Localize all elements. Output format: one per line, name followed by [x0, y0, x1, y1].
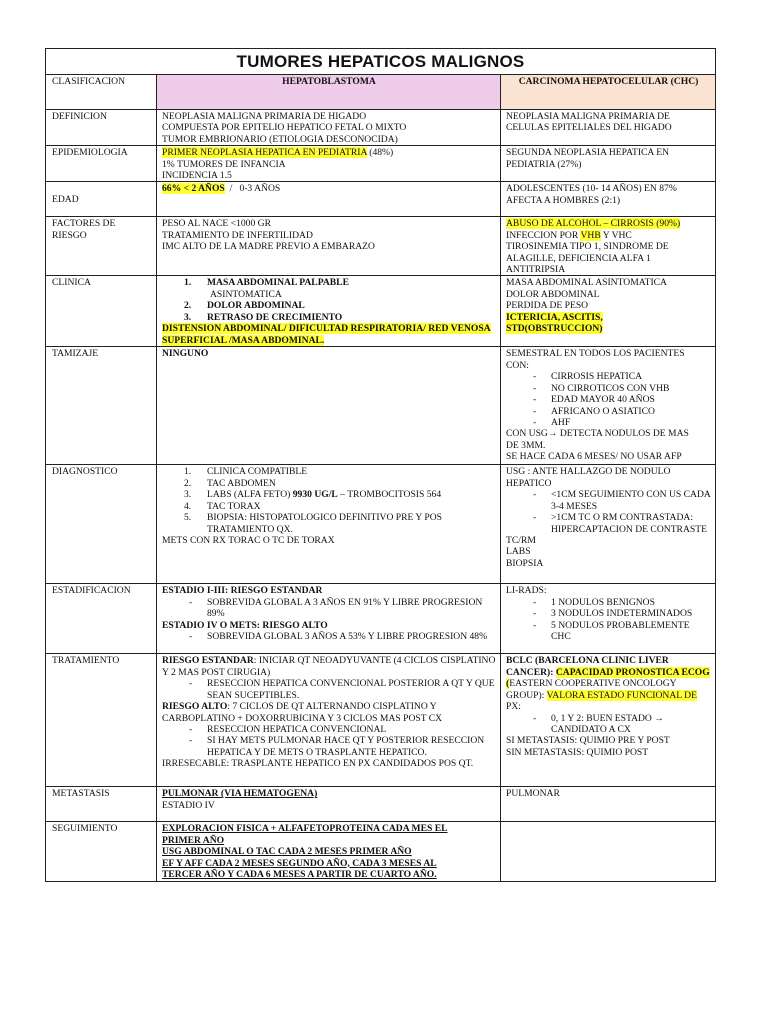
list-text: LABS (ALFA FETO)	[207, 489, 293, 501]
text-line: CON:	[506, 359, 529, 371]
highlight-text: ICTERICIA, ASCITIS,	[506, 311, 603, 323]
text-span: : INICIAR QT NEOADYUVANTE (4 CICLOS CISPLATINO Y 2 MAS POST CIRUGIA)	[162, 655, 496, 678]
list-item: - RESECCION HEPATICA CONVENCIONAL	[162, 724, 496, 735]
list-number: 3.	[184, 489, 192, 501]
hb-tratamiento	[157, 654, 501, 787]
list-item: - 0, 1 Y 2: BUEN ESTADO → CANDIDATO A CX	[506, 713, 711, 736]
text-line: ESTADIO IV	[162, 799, 215, 811]
text-line: TC/RM	[506, 534, 536, 546]
header-clasificacion: CLASIFICACION	[46, 75, 157, 110]
text-line: DOLOR ABDOMINAL	[506, 288, 600, 300]
dash-list	[506, 597, 711, 643]
text-line: HEPATICO	[506, 477, 552, 489]
text-line: PESO AL NACE <1000 GR	[162, 218, 271, 230]
list-item	[162, 312, 496, 323]
label-clinica: CLINICA	[46, 276, 157, 347]
label-diagnostico: DIAGNOSTICO	[46, 465, 157, 584]
text-line: ESTADIO I-III: RIESGO ESTANDAR	[162, 585, 323, 597]
dash-list	[162, 678, 496, 701]
list-item	[162, 489, 496, 500]
text-line: ADOLESCENTES (10- 14 AÑOS) EN 87%	[506, 183, 677, 195]
text-line: SIN METASTASIS: QUIMIO POST	[506, 746, 649, 758]
list-text: BIOPSIA: HISTOPATOLOGICO DEFINITIVO PRE Y POS TRATAMIENTO QX.	[207, 512, 442, 535]
highlight-text: PRIMER NEOPLASIA HEPATICA EN PEDIATRIA	[162, 147, 367, 159]
list-item: - AFRICANO O ASIATICO	[506, 406, 711, 417]
dash-list	[506, 371, 711, 428]
list-item: - CIRROSIS HEPATICA	[506, 371, 711, 382]
chc-seguimiento	[501, 822, 716, 882]
text-line	[162, 655, 496, 678]
row-factores	[46, 217, 716, 276]
text-line: BIOPSIA	[506, 557, 544, 569]
text-line: NEOPLASIA MALIGNA PRIMARIA DE	[506, 111, 670, 122]
list-item: - 5 NODULOS PROBABLEMENTE CHC	[506, 620, 711, 643]
text-line: SE HACE CADA 6 MESES/ NO USAR AFP	[506, 451, 682, 463]
hb-estadificacion	[157, 584, 501, 654]
list-item	[162, 466, 496, 477]
text-line: EF Y AFF CADA 2 MESES SEGUNDO AÑO, CADA 3 MESES AL TERCER AÑO Y CADA 6 MESES A PARTIR DE CUARTO AÑO.	[162, 857, 437, 881]
list-item: - AHF	[506, 417, 711, 428]
highlight-text: 66% < 2 AÑOS	[162, 183, 225, 195]
highlight-text: STD(OBSTRUCCION)	[506, 323, 603, 335]
row-tratamiento	[46, 654, 716, 787]
dash-list	[162, 597, 496, 620]
text-span: EASTERN COOPERATIVE ONCOLOGY GROUP):	[506, 678, 677, 701]
list-item	[162, 478, 496, 489]
text-line: PULMONAR (VIA HEMATOGENA)	[162, 788, 318, 800]
row-clinica	[46, 276, 716, 347]
text-line: EXPLORACION FISICA + ALFAFETOPROTEINA CADA MES EL PRIMER AÑO	[162, 823, 448, 846]
row-metastasis	[46, 787, 716, 822]
text-line	[506, 230, 711, 241]
list-item	[162, 300, 496, 311]
text-line	[162, 701, 496, 724]
hb-seguimiento	[157, 822, 501, 882]
list-item	[162, 289, 496, 300]
header-chc: CARCINOMA HEPATOCELULAR (CHC)	[501, 75, 716, 110]
list-number: 2.	[184, 477, 192, 489]
list-text: RETRASO DE CRECIMIENTO	[207, 311, 343, 323]
hb-tamizaje: NINGUNO	[157, 347, 501, 465]
chc-estadificacion	[501, 584, 716, 654]
text-line: TUMOR EMBRIONARIO (ETIOLOGIA DESCONOCIDA)	[162, 133, 398, 145]
hb-metastasis	[157, 787, 501, 822]
text-line: CELULAS EPITELIALES DEL HIGADO	[506, 122, 672, 134]
document-sheet	[45, 48, 715, 882]
text-line: IRRESECABLE: TRASPLANTE HEPATICO EN PX CANDIDADOS POS QT.	[162, 758, 474, 770]
hb-epidemiologia	[157, 146, 501, 182]
text-line: ALAGILLE, DEFICIENCIA ALFA 1	[506, 252, 651, 264]
text-line: ANTITRIPSIA	[506, 264, 566, 276]
label-epidemiologia: EPIDEMIOLOGIA	[46, 146, 157, 182]
list-item: - RESECCION HEPATICA CONVENCIONAL POSTERIOR A QT Y QUE SEAN SUCEPTIBLES.	[162, 678, 496, 701]
list-text: – TROMBOCITOSIS 564	[337, 489, 442, 501]
text-line: 1% TUMORES DE INFANCIA	[162, 158, 286, 170]
dash-list	[162, 631, 496, 642]
list-text-bold: 9930 UG/L	[292, 489, 338, 501]
highlight-text: DISTENSION ABDOMINAL/ DIFICULTAD RESPIRATORIA/ RED VENOSA SUPERFICIAL /MASA ABDOMINAL.	[162, 323, 491, 346]
text-line: TIROSINEMIA TIPO 1, SINDROME DE	[506, 241, 669, 253]
text-line: NEOPLASIA MALIGNA PRIMARIA DE HIGADO	[162, 111, 367, 122]
list-item: - SOBREVIDA GLOBAL A 3 AÑOS EN 91% Y LIBRE PROGRESION 89%	[162, 597, 496, 620]
row-edad	[46, 182, 716, 217]
text-line: IMC ALTO DE LA MADRE PREVIO A EMBARAZO	[162, 241, 375, 253]
highlight-text: CAPACIDAD PRONOSTICA ECOG (	[506, 666, 710, 690]
text-bold: RIESGO ESTANDAR	[162, 655, 254, 667]
list-number: 2.	[184, 300, 192, 312]
chc-metastasis: PULMONAR	[501, 787, 716, 822]
chc-diagnostico	[501, 465, 716, 584]
row-epidemiologia	[46, 146, 716, 182]
text-line: PEDIATRIA (27%)	[506, 158, 582, 170]
chc-epidemiologia	[501, 146, 716, 182]
numbered-list	[162, 466, 496, 534]
list-number: 3.	[184, 311, 192, 323]
label-definicion: DEFINICION	[46, 110, 157, 146]
list-text: TAC TORAX	[207, 500, 261, 512]
row-diagnostico	[46, 465, 716, 584]
highlight-text: VALORA ESTADO FUNCIONAL DE	[546, 689, 697, 701]
text-line: USG ABDOMINAL O TAC CADA 2 MESES PRIMER AÑO	[162, 846, 412, 858]
text-line: SI METASTASIS: QUIMIO PRE Y POST	[506, 735, 670, 747]
text-line: SEMESTRAL EN TODOS LOS PACIENTES	[506, 348, 685, 360]
list-item	[162, 501, 496, 512]
text-line: ESTADIO IV O METS: RIESGO ALTO	[162, 619, 328, 631]
page-title: TUMORES HEPATICOS MALIGNOS	[46, 49, 716, 75]
chc-tratamiento	[501, 654, 716, 787]
list-item	[162, 277, 496, 288]
text-line: INCIDENCIA 1.5	[162, 170, 232, 182]
header-hepatoblastoma: HEPATOBLASTOMA	[157, 75, 501, 110]
row-definicion	[46, 110, 716, 146]
text-bold: BCLC (BARCELONA CLINIC LIVER CANCER):	[506, 655, 669, 678]
text-span: : 7 CICLOS DE QT ALTERNANDO CISPLATINO Y CARBOPLATINO + DOXORRUBICINA Y 3 CICLOS MAS POST CX	[162, 701, 443, 724]
list-text: ASINTOMATICA	[210, 288, 282, 300]
list-text: CLINICA COMPATIBLE	[207, 466, 308, 478]
list-item: - >1CM TC O RM CONTRASTADA: HIPERCAPTACION DE CONTRASTE	[506, 512, 711, 535]
header-row	[46, 75, 716, 110]
list-item: - EDAD MAYOR 40 AÑOS	[506, 394, 711, 405]
hb-edad	[157, 182, 501, 217]
label-tratamiento: TRATAMIENTO	[46, 654, 157, 787]
text-line: AFECTA A HOMBRES (2:1)	[506, 194, 621, 206]
list-number: 1.	[184, 277, 192, 289]
text-line	[506, 218, 711, 229]
text-span: (48%)	[366, 147, 394, 159]
label-estadificacion: ESTADIFICACION	[46, 584, 157, 654]
label-factores: FACTORES DE RIESGO	[46, 217, 157, 276]
hb-factores	[157, 217, 501, 276]
text-line: TRATAMIENTO DE INFERTILIDAD	[162, 229, 313, 241]
list-item: - 3 NODULOS INDETERMINADOS	[506, 608, 711, 619]
list-number: 1.	[184, 466, 192, 478]
label-tamizaje: TAMIZAJE	[46, 347, 157, 465]
hb-definicion	[157, 110, 501, 146]
chc-definicion	[501, 110, 716, 146]
title-row	[46, 49, 716, 75]
list-item: - 1 NODULOS BENIGNOS	[506, 597, 711, 608]
text-line: LI-RADS:	[506, 585, 547, 597]
row-tamizaje	[46, 347, 716, 465]
list-item: - NO CIRROTICOS CON VHB	[506, 383, 711, 394]
chc-tamizaje	[501, 347, 716, 465]
chc-factores	[501, 217, 716, 276]
dash-list	[162, 724, 496, 758]
highlight-text: ABUSO DE ALCOHOL – CIRROSIS (90%)	[506, 218, 681, 230]
text-line: DE 3MM.	[506, 439, 546, 451]
list-item: - SOBREVIDA GLOBAL 3 AÑOS A 53% Y LIBRE PROGRESION 48%	[162, 631, 496, 642]
text-line: METS CON RX TORAC O TC DE TORAX	[162, 534, 335, 546]
dash-list	[506, 713, 711, 736]
list-text: MASA ABDOMINAL PALPABLE	[207, 277, 349, 289]
text-line: CON USG→ DETECTA NODULOS DE MAS	[506, 428, 689, 440]
highlight-text: VHB	[580, 229, 601, 241]
text-line: SEGUNDA NEOPLASIA HEPATICA EN	[506, 147, 670, 159]
text-span: Y VHC	[600, 229, 632, 241]
chc-edad	[501, 182, 716, 217]
hb-diagnostico	[157, 465, 501, 584]
text-line: LABS	[506, 546, 531, 558]
list-number: 4.	[184, 500, 192, 512]
list-item: - SI HAY METS PULMONAR HACE QT Y POSTERIOR RESECCION HEPATICA Y DE METS O TRASPLANTE HEPATICO.	[162, 735, 496, 758]
dash-list	[506, 489, 711, 535]
row-estadificacion	[46, 584, 716, 654]
text-span: / 0-3 AÑOS	[224, 183, 281, 195]
list-text: TAC ABDOMEN	[207, 477, 276, 489]
numbered-list	[162, 277, 496, 323]
hb-clinica	[157, 276, 501, 347]
text-line	[506, 655, 711, 712]
label-edad: EDAD	[46, 182, 157, 217]
label-metastasis: METASTASIS	[46, 787, 157, 822]
text-line	[506, 312, 711, 323]
text-span: PX:	[506, 701, 521, 713]
text-line	[506, 323, 711, 334]
text-line: PERDIDA DE PESO	[506, 300, 589, 312]
row-seguimiento	[46, 822, 716, 882]
text-line: MASA ABDOMINAL ASINTOMATICA	[506, 277, 667, 289]
list-item: - <1CM SEGUIMIENTO CON US CADA 3-4 MESES	[506, 489, 711, 512]
tumor-table	[45, 48, 716, 882]
chc-clinica	[501, 276, 716, 347]
label-seguimiento: SEGUIMIENTO	[46, 822, 157, 882]
text-line: USG : ANTE HALLAZGO DE NODULO	[506, 466, 671, 478]
text-line: COMPUESTA POR EPITELIO HEPATICO FETAL O MIXTO	[162, 122, 407, 134]
list-text: DOLOR ABDOMINAL	[207, 300, 305, 312]
text-span: INFECCION POR	[506, 229, 581, 241]
text-bold: RIESGO ALTO	[162, 701, 228, 713]
list-item	[162, 512, 496, 535]
text-line	[162, 147, 496, 158]
list-number: 5.	[184, 512, 192, 524]
